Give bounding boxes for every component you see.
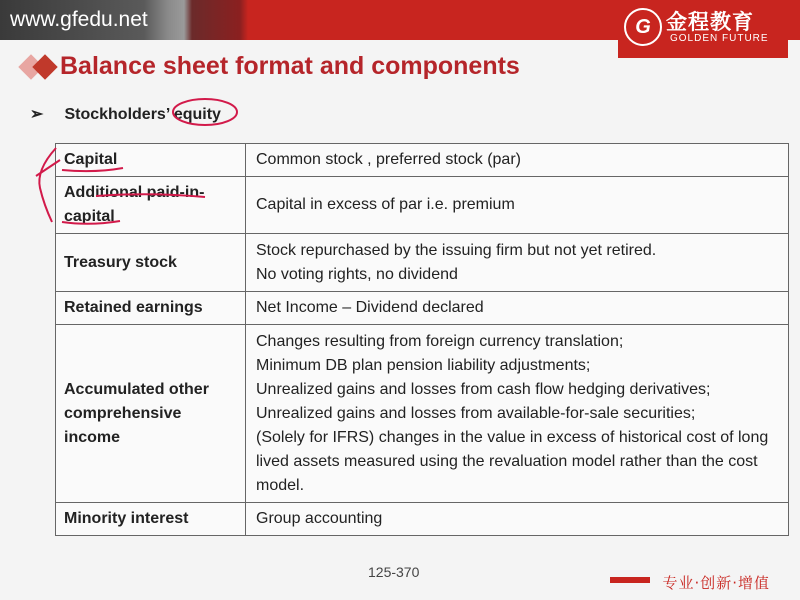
row-term: Treasury stock xyxy=(56,234,246,292)
table-row xyxy=(56,234,789,292)
table-row xyxy=(56,325,789,503)
page-number: 125-370 xyxy=(368,564,420,580)
footer-accent-bar xyxy=(610,577,650,583)
brand-block xyxy=(618,2,788,58)
footer-slogan: 专业·创新·增值 xyxy=(662,574,770,592)
section-heading xyxy=(30,104,221,124)
page-title: Balance sheet format and components xyxy=(60,52,520,80)
table-row xyxy=(56,144,789,177)
diamond-dark-icon xyxy=(32,54,57,79)
row-definition: Stock repurchased by the issuing firm but not yet retired. No voting rights, no dividend xyxy=(246,234,789,292)
golden-future-logo-icon: G xyxy=(624,8,662,46)
table-row xyxy=(56,292,789,325)
brand-name-en: GOLDEN FUTURE xyxy=(670,33,769,44)
section-heading-text: Stockholders’ equity xyxy=(64,106,221,123)
row-definition: Net Income – Dividend declared xyxy=(246,292,789,325)
row-definition: Group accounting xyxy=(246,503,789,536)
row-term: Retained earnings xyxy=(56,292,246,325)
row-definition: Common stock , preferred stock (par) xyxy=(246,144,789,177)
row-term: Accumulated other comprehensive income xyxy=(56,325,246,503)
equity-components-table xyxy=(55,143,789,536)
site-url[interactable]: www.gfedu.net xyxy=(10,8,148,31)
table-row xyxy=(56,503,789,536)
brand-name-cn: 金程教育 xyxy=(666,11,754,34)
arrow-bullet-icon: ➢ xyxy=(30,106,44,123)
row-definition: Capital in excess of par i.e. premium xyxy=(246,177,789,234)
row-term: Capital xyxy=(56,144,246,177)
row-term: Additional paid-in-capital xyxy=(56,177,246,234)
table-row xyxy=(56,177,789,234)
bracket-mark xyxy=(39,148,56,222)
row-term: Minority interest xyxy=(56,503,246,536)
row-definition: Changes resulting from foreign currency translation; Minimum DB plan pension liability adjustments; Unrealized gains and losses from cash flow hedging derivatives; Unrealized gains and losses from available-for-sale securities; (Solely for IFRS) changes in the value in excess of historical cost of long lived assets measured using the revaluation model rather than the cost model. xyxy=(246,325,789,503)
